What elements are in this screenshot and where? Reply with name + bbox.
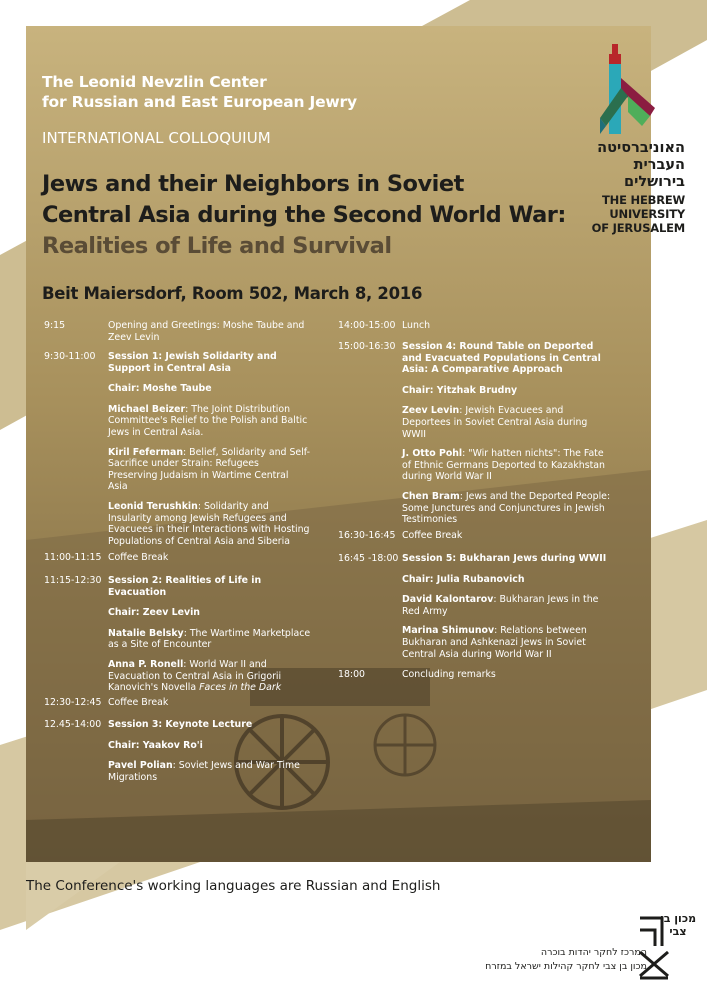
novella-title: Faces in the Dark [199,682,282,694]
speaker [402,405,614,440]
talk-title: : The Joint Distribution Committee's Relief to the Polish and Baltic Jews in Central Asia. [108,403,308,438]
speaker-name: Marina Shimunov [402,625,495,637]
university-english-line1: THE HEBREW [602,193,685,207]
schedule-time: 15:00-16:30 [338,341,396,352]
schedule-session [108,575,318,694]
speaker [108,628,318,651]
schedule-row [44,697,310,709]
session-title: Session 5: Bukharan Jews during WWII [402,553,607,564]
session-chair: Chair: Julia Rubanovich [402,573,525,585]
speaker-name: Pavel Polian [108,760,173,772]
schedule-time: 9:30-11:00 [44,351,96,362]
talk-title: : Soviet Jews and War Time Migrations [108,760,300,783]
university-wordmark [565,140,685,235]
schedule-row [44,351,310,547]
session-title: Session 2: Realities of Life in Evacuation [108,575,262,598]
session-title: Session 4: Round Table on Deported and Evacuated Populations in Central Asia: A Comparative Approach [402,341,601,376]
talk-title: : The Wartime Marketplace as a Site of Encounter [108,627,311,651]
schedule-time: 9:15 [44,320,66,331]
schedule-time: 12:30-12:45 [44,697,102,708]
session-chair: Chair: Moshe Taube [108,383,212,395]
title-line3: Realities of Life and Survival [42,233,392,259]
speaker-name: J. Otto Pohl [402,448,463,460]
ben-zvi-institute-text [387,946,647,974]
schedule-row [338,553,614,660]
session-chair: Chair: Zeev Levin [108,607,200,619]
speaker [402,491,614,526]
talk-title: : Jewish Evacuees and Deportees in Soviet Central Asia during WWII [402,405,588,440]
schedule-desc: Opening and Greetings: Moshe Taube and Zeev Levin [108,320,305,343]
speaker-name: Kiril Feferman [108,446,184,458]
schedule-desc: Lunch [402,320,431,331]
center-name-line2: for Russian and East European Jewry [42,93,357,111]
schedule-row [44,552,310,564]
schedule-row [338,669,614,681]
talk-title: : Belief, Solidarity and Self-Sacrifice under Strain: Refugees Preserving Judaism in Wartime Central Asia [108,446,310,493]
schedule-row [44,320,310,343]
speaker [108,760,310,783]
schedule-row [44,719,310,783]
speaker [402,625,614,660]
schedule-session [402,553,614,660]
schedule-time: 14:00-15:00 [338,320,396,331]
schedule-session [402,341,614,526]
schedule-time: 18:00 [338,669,366,680]
schedule-row [338,320,614,332]
speaker-name: Michael Beizer [108,403,186,415]
center-name [42,72,357,112]
speaker-name: Chen Bram [402,490,460,502]
venue-date: Beit Maiersdorf, Room 502, March 8, 2016 [42,284,423,303]
schedule-desc: Coffee Break [402,530,463,541]
talk-title: : World War II and Evacuation to Central Asia in Grigorii Kanovich's Novella [108,658,282,694]
center-name-line1: The Leonid Nevzlin Center [42,73,267,91]
university-english-name [565,193,685,235]
speaker-name: Leonid Terushkin [108,500,198,512]
colloquium-label: INTERNATIONAL COLLOQUIUM [42,129,271,147]
talk-title: : Jews and the Deported People: Some Junctures and Conjunctures in Jewish Testimonies [402,490,611,526]
speaker [108,404,310,439]
schedule-session [108,351,310,547]
session-chair: Chair: Yitzhak Brudny [402,384,518,396]
title-line1: Jews and their Neighbors in Soviet [42,171,464,197]
schedule-time: 12.45-14:00 [44,719,102,730]
talk-title: : Relations between Bukharan and Ashkenazi Jews in Soviet Central Asia during World War II [402,625,587,660]
wagon-wheel-right [375,715,435,775]
ben-zvi-line1: המרכז לחקר יהדות בוכרה [540,947,647,958]
session-title: Session 3: Keynote Lecture [108,719,253,730]
speaker-name: Natalie Belsky [108,627,184,639]
ben-zvi-line2: מכון בן צבי לחקר קהילות ישראל במזרח [485,961,647,972]
schedule-session [108,719,310,783]
speaker [108,659,318,694]
schedule-time: 11:15-12:30 [44,575,102,586]
schedule-time: 11:00-11:15 [44,552,102,563]
schedule-row [338,530,614,542]
speaker-name: Zeev Levin [402,405,460,417]
university-hebrew-line1: האוניברסיטה [597,140,685,156]
speaker [402,448,614,483]
schedule-time: 16:45 -18:00 [338,553,399,564]
page-title [42,169,566,262]
speaker [108,447,310,493]
university-hebrew-line2: העברית [633,157,685,173]
university-hebrew-line3: בירושלים [624,174,685,190]
speaker-name: Anna P. Ronell [108,658,184,670]
schedule-desc: Concluding remarks [402,669,496,680]
university-english-line3: OF JERUSALEM [591,221,685,235]
talk-title: : Solidarity and Insularity among Jewish Refugees and Evacuees in their Interactions with Hosting Populations of Central Asia and Siberia [108,500,310,547]
speaker-name: David Kalontarov [402,594,494,606]
speaker [402,594,614,617]
schedule-desc: Coffee Break [108,552,169,563]
talk-title: : Bukharan Jews in the Red Army [402,594,599,617]
schedule-desc: Coffee Break [108,697,169,708]
schedule-time: 16:30-16:45 [338,530,396,541]
schedule-row [338,341,614,526]
session-title: Session 1: Jewish Solidarity and Support in Central Asia [108,351,277,374]
title-line2: Central Asia during the Second World War: [42,202,566,228]
talk-title: : "Wir hatten nichts": The Fate of Ethnic Germans Deported to Kazakhstan during World War II [402,448,605,483]
ben-zvi-logo-label: מכון בן צבי [659,912,697,938]
session-chair: Chair: Yaakov Ro'i [108,739,203,751]
schedule-row [44,575,318,694]
university-english-line2: UNIVERSITY [609,207,685,221]
languages-note: The Conference's working languages are Russian and English [26,878,441,894]
speaker [108,501,310,547]
